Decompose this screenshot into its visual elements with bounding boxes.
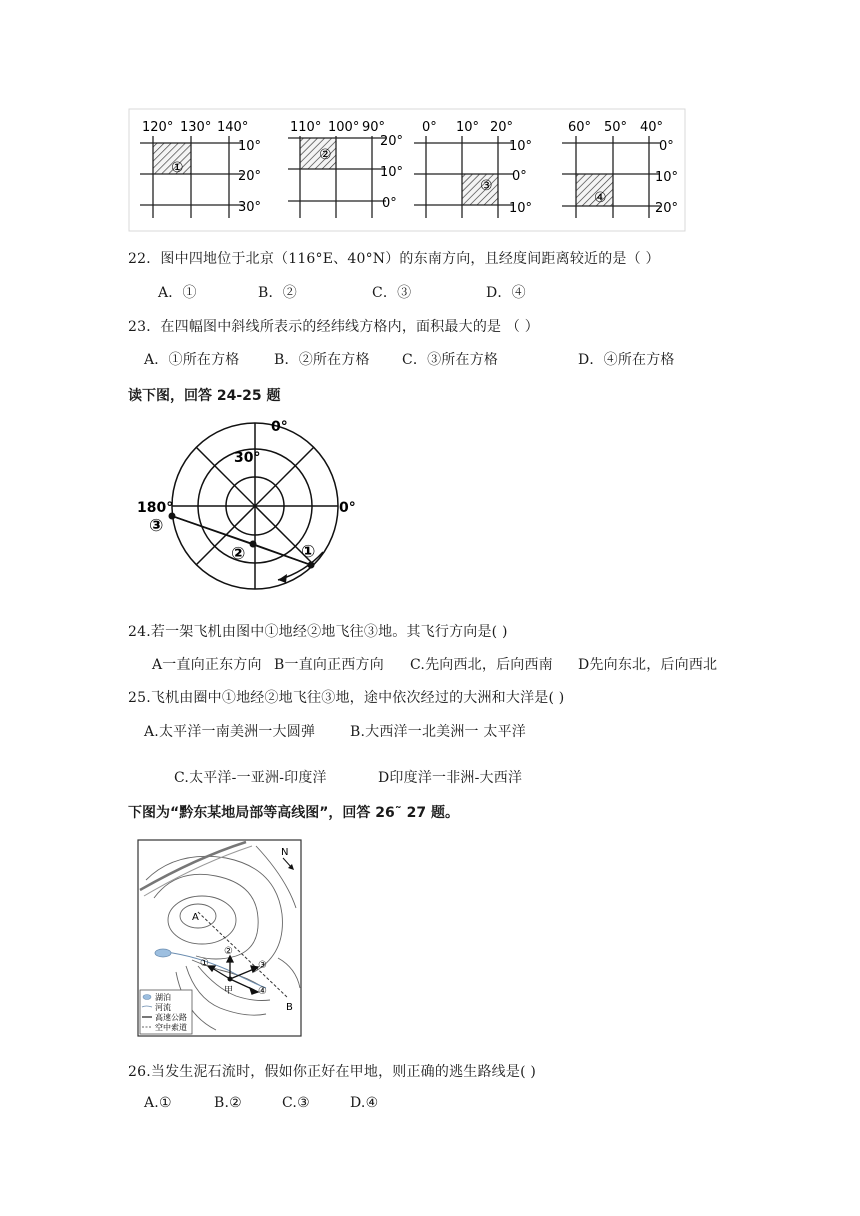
legend-cableway: 空中索道: [155, 1023, 187, 1032]
q26-option-d: D.④: [350, 1095, 379, 1111]
q23-option-a: A．①所在方格: [144, 352, 240, 368]
panel1-top-label-1: 120°: [142, 120, 174, 135]
q22-option-a: A．①: [158, 285, 197, 301]
polar-marker-1: ①: [301, 542, 316, 562]
panel3-marker: ③: [480, 178, 493, 194]
q23-option-c: C．③所在方格: [402, 352, 499, 368]
q24-option-d: D先向东北，后向西北: [578, 657, 718, 673]
panel2-marker: ②: [319, 147, 332, 163]
section-heading-24-25: 读下图，回答 24-25 题: [128, 388, 281, 404]
grid-panel-2: [288, 120, 403, 218]
polar-marker-3: ③: [149, 516, 164, 536]
polar-label-right: 0°: [339, 500, 356, 516]
legend-lake: 湖泊: [155, 993, 171, 1002]
panel4-side-label-3: 20°: [655, 201, 679, 216]
q26-stem: 26.当发生泥石流时，假如你正好在甲地，则正确的逃生路线是( ): [128, 1064, 537, 1080]
q24-option-a: A一直向正东方向: [152, 657, 262, 673]
q23-option-d: D．④所在方格: [578, 352, 675, 368]
north-arrow-label: N: [281, 847, 289, 858]
panel1-side-label-3: 30°: [238, 200, 262, 215]
route-3-label: ③: [258, 960, 267, 971]
q24-stem: 24.若一架飞机由图中①地经②地飞往③地。其飞行方向是( ): [128, 624, 508, 640]
q23-stem: 23．在四幅图中斜线所表示的经纬线方格内，面积最大的是 （ ）: [128, 319, 539, 335]
panel4-side-label-1: 0°: [659, 139, 674, 154]
panel3-side-label-3: 10°: [509, 201, 533, 216]
panel4-top-label-3: 40°: [640, 120, 664, 135]
q22-option-c: C．③: [372, 285, 412, 301]
panel2-top-label-1: 110°: [290, 120, 322, 135]
q26-option-a: A.①: [144, 1095, 172, 1111]
panel3-top-label-2: 10°: [456, 120, 480, 135]
q24-option-c: C.先向西北，后向西南: [410, 657, 553, 673]
legend-river: 河流: [155, 1003, 171, 1012]
route-4-label: ④: [258, 986, 267, 997]
polar-label-left: 180°: [137, 500, 174, 516]
q25-option-d: D印度洋一非洲-大西洋: [378, 770, 523, 786]
panel2-side-label-1: 20°: [380, 134, 404, 149]
polar-label-ring: 30°: [234, 450, 261, 466]
legend-highway: 高速公路: [155, 1013, 187, 1022]
panel2-side-label-3: 0°: [382, 196, 397, 211]
point-b-label: B: [286, 1002, 293, 1013]
q25-stem: 25.飞机由圈中①地经②地飞往③地，途中依次经过的大洲和大洋是( ): [128, 690, 565, 706]
panel3-top-label-3: 20°: [490, 120, 514, 135]
panel1-top-label-3: 140°: [217, 120, 249, 135]
panel2-top-label-2: 100°: [328, 120, 360, 135]
grid-panel-1: [140, 120, 261, 218]
panel3-side-label-1: 10°: [509, 139, 533, 154]
panel1-top-label-2: 130°: [180, 120, 212, 135]
panel1-marker: ①: [171, 160, 184, 176]
route-1-label: ①: [200, 958, 209, 969]
q25-option-c: C.太平洋-一亚洲-印度洋: [174, 770, 327, 786]
polar-marker-2: ②: [231, 544, 246, 564]
panel4-side-label-2: 10°: [655, 170, 679, 185]
q22-option-b: B．②: [258, 285, 297, 301]
panel3-top-label-1: 0°: [422, 120, 437, 135]
panel1-side-label-2: 20°: [238, 169, 262, 184]
q22-option-d: D．④: [486, 285, 526, 301]
q25-option-b: B.大西洋一北美洲一 太平洋: [350, 724, 526, 740]
jia-label: 甲: [224, 986, 234, 996]
contour-map-figure: [136, 838, 306, 1038]
q26-option-b: B.②: [214, 1095, 242, 1111]
panel2-side-label-2: 10°: [380, 165, 404, 180]
polar-label-top: 0°: [271, 419, 288, 435]
panel1-side-label-1: 10°: [238, 139, 262, 154]
panel4-top-label-1: 60°: [568, 120, 592, 135]
grid-panel-4: [562, 120, 678, 218]
route-2-label: ②: [224, 946, 233, 957]
polar-projection-figure: [135, 412, 360, 592]
panel4-top-label-2: 50°: [604, 120, 628, 135]
q25-option-a: A.太平洋一南美洲一大圆弹: [144, 724, 316, 740]
q24-option-b: B一直向正西方向: [274, 657, 384, 673]
panel2-top-label-3: 90°: [362, 120, 386, 135]
panel3-side-label-2: 0°: [512, 169, 527, 184]
section-heading-26-27: 下图为“黔东某地局部等高线图”，回答 26˜ 27 题。: [128, 805, 459, 821]
q22-stem: 22．图中四地位于北京（116°E、40°N）的东南方向，且经度间距离较近的是（ ）: [128, 251, 660, 267]
point-a-label: A: [192, 912, 199, 923]
grid-panel-3: [414, 120, 532, 218]
q23-option-b: B．②所在方格: [274, 352, 370, 368]
lat-long-grid-figure: [128, 108, 688, 234]
panel4-marker: ④: [594, 190, 607, 206]
q26-option-c: C.③: [282, 1095, 310, 1111]
